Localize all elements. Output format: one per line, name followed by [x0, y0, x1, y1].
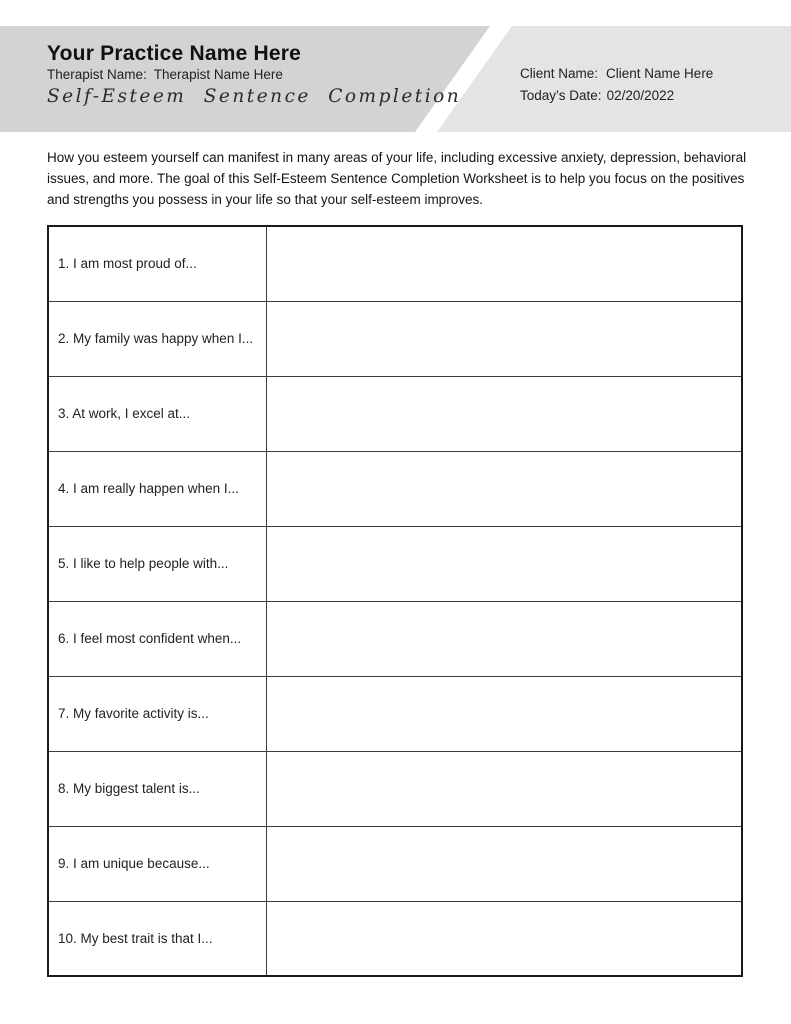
table-row [48, 901, 742, 976]
response-cell-1 [266, 226, 742, 301]
response-cell-8 [266, 751, 742, 826]
therapist-name-value: Therapist Name Here [153, 67, 283, 82]
prompt-cell-9: 9. I am unique because... [48, 826, 266, 901]
response-cell-6 [266, 601, 742, 676]
worksheet-title: Self-Esteem Sentence Completion [47, 86, 462, 107]
prompt-cell-4: 4. I am really happen when I... [48, 451, 266, 526]
prompt-cell-8: 8. My biggest talent is... [48, 751, 266, 826]
date-line [520, 88, 674, 103]
therapist-name-label: Therapist Name: [47, 67, 147, 82]
table-row [48, 226, 742, 301]
client-name-line [520, 66, 713, 81]
practice-name: Your Practice Name Here [47, 42, 301, 65]
response-cell-10 [266, 901, 742, 976]
table-row [48, 376, 742, 451]
response-cell-4 [266, 451, 742, 526]
prompt-cell-1: 1. I am most proud of... [48, 226, 266, 301]
response-cell-7 [266, 676, 742, 751]
sentence-completion-table [47, 225, 743, 977]
table-row [48, 526, 742, 601]
prompt-cell-10: 10. My best trait is that I... [48, 901, 266, 976]
prompt-cell-6: 6. I feel most confident when... [48, 601, 266, 676]
table-row [48, 301, 742, 376]
table-row [48, 751, 742, 826]
prompt-cell-3: 3. At work, I excel at... [48, 376, 266, 451]
table-row [48, 676, 742, 751]
table-row [48, 451, 742, 526]
date-label: Today’s Date: [520, 88, 602, 103]
response-cell-2 [266, 301, 742, 376]
prompt-cell-2: 2. My family was happy when I... [48, 301, 266, 376]
response-cell-5 [266, 526, 742, 601]
table-row [48, 826, 742, 901]
response-cell-9 [266, 826, 742, 901]
date-value: 02/20/2022 [606, 88, 675, 103]
intro-paragraph: How you esteem yourself can manifest in many areas of your life, including excessive anxiety, depression, behavioral issues, and more. The goal of this Self-Esteem Sentence Completion Worksheet is to help you focus on the positives and strengths you possess in your life so that your self-esteem improves. [47, 150, 747, 207]
response-cell-3 [266, 376, 742, 451]
prompt-cell-5: 5. I like to help people with... [48, 526, 266, 601]
prompt-cell-7: 7. My favorite activity is... [48, 676, 266, 751]
client-name-label: Client Name: [520, 66, 599, 81]
therapist-name-line [47, 67, 283, 82]
client-name-value: Client Name Here [606, 66, 714, 81]
table-row [48, 601, 742, 676]
